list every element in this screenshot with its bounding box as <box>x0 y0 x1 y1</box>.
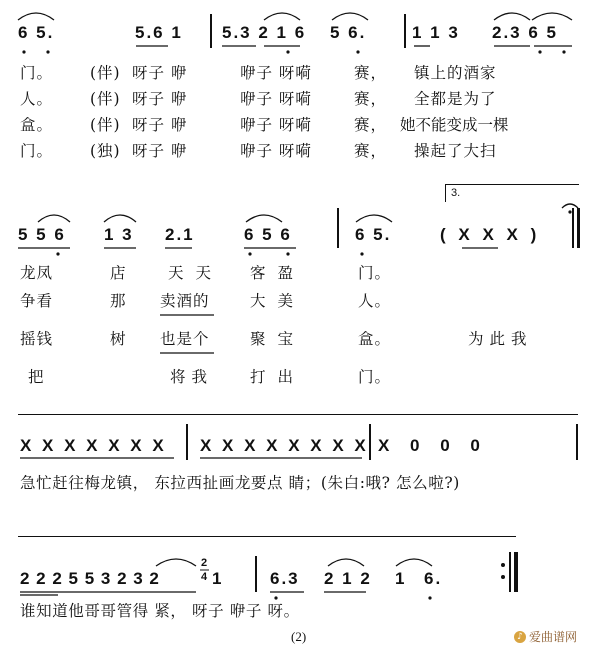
lyric-text: 盒。 <box>20 116 54 134</box>
fermata-dot <box>568 210 571 213</box>
octave-dot <box>56 252 59 255</box>
repeat-dot <box>501 575 505 579</box>
lyric-text: 树 <box>110 330 127 348</box>
slur-mark <box>246 215 282 222</box>
lyric-text: (伴) <box>90 64 121 82</box>
octave-dot <box>538 50 541 53</box>
lyric-text: 店 <box>110 264 127 282</box>
time-signature-denominator: 4 <box>201 571 208 583</box>
slur-mark <box>494 13 530 20</box>
octave-dot <box>562 50 565 53</box>
slur-mark <box>18 13 54 20</box>
lyric-text: 呀子 咿 <box>132 142 188 160</box>
note-group: 1 <box>395 569 407 588</box>
lyric-text: 呀子 咿 <box>132 116 188 134</box>
lyric-text: 赛， <box>354 64 388 82</box>
octave-dot <box>428 596 431 599</box>
lyric-text: 也是个 <box>160 330 210 348</box>
slur-mark <box>356 215 392 222</box>
octave-dot <box>286 252 289 255</box>
note-group: 6 5. <box>355 225 392 244</box>
lyric-text: 操起了大扫 <box>414 142 497 160</box>
page-number: (2) <box>291 629 307 644</box>
lyric-text: 争看 <box>20 292 54 310</box>
note-group: 6. <box>424 569 443 588</box>
lyric-text: 将我 <box>170 368 214 386</box>
watermark-text: 爱曲谱网 <box>529 630 578 644</box>
slur-mark <box>104 215 136 222</box>
note-group: 6 5 6 <box>244 225 292 244</box>
note-group: 1 1 3 <box>412 23 460 42</box>
slur-mark <box>38 215 70 222</box>
lyric-line: 谁知道他哥哥管得 紧， 呀子 咿子 呀。 <box>20 602 300 620</box>
note-group: 5 5 6 <box>18 225 66 244</box>
slur-mark <box>532 13 572 20</box>
lyric-text: 赛， <box>354 142 388 160</box>
lyric-text: 门。 <box>20 64 54 82</box>
note-group: X X X X X X X <box>20 436 167 455</box>
lyric-text: 天天 <box>168 264 224 282</box>
note-group: 5 6. <box>330 23 367 42</box>
lyric-text: 赛， <box>354 90 388 108</box>
lyric-text: 人。 <box>20 90 54 108</box>
lyric-text: (独) <box>90 142 121 160</box>
lyric-text: 咿子 呀嗬 <box>240 90 312 108</box>
fermata-mark <box>562 204 578 208</box>
lyric-text: 卖酒的 <box>160 292 210 310</box>
octave-dot <box>22 50 25 53</box>
note-group: 6 5. <box>18 23 55 42</box>
volta-label: 3. <box>451 187 461 199</box>
lyric-text: 那 <box>110 292 127 310</box>
note-group: 2.3 6 5 <box>492 23 558 42</box>
lyric-text: 摇钱 <box>20 330 54 348</box>
note-group: 2 2 2 5 5 3 2 3 2 <box>20 569 160 588</box>
lyric-text: 她不能变成一棵 <box>400 116 509 134</box>
lyric-text: 咿子 呀嗬 <box>240 64 312 82</box>
repeat-dot <box>501 563 505 567</box>
lyric-text: 咿子 呀嗬 <box>240 116 312 134</box>
note-group: X X X X X X X X <box>200 436 369 455</box>
slur-mark <box>156 559 196 566</box>
lyric-text: 门。 <box>358 264 392 282</box>
lyric-text: 打出 <box>250 368 306 386</box>
lyric-text: 客盈 <box>250 264 306 282</box>
lyric-text: 呀子 咿 <box>132 64 188 82</box>
note-group: 2.1 <box>165 225 195 244</box>
note-group: 5.6 1 <box>135 23 183 42</box>
note-group: ( X X X ) <box>440 225 541 244</box>
octave-dot <box>360 252 363 255</box>
lyric-text: 咿子 呀嗬 <box>240 142 312 160</box>
note-group: X 0 0 0 <box>378 436 488 455</box>
note-group: 2 1 2 <box>324 569 372 588</box>
lyric-text: 门。 <box>20 142 54 160</box>
lyric-text: 镇上的酒家 <box>414 64 497 82</box>
lyric-text: 把 <box>28 368 45 386</box>
lyric-text: 全都是为了 <box>414 90 497 108</box>
lyric-text: 大美 <box>250 292 306 310</box>
site-watermark <box>514 628 577 645</box>
lyric-text: (伴) <box>90 90 121 108</box>
lyric-text: 赛， <box>354 116 388 134</box>
octave-dot <box>286 50 289 53</box>
slur-mark <box>332 13 368 20</box>
lyric-text: (伴) <box>90 116 121 134</box>
lyric-text: 为此我 <box>468 330 533 348</box>
octave-dot <box>248 252 251 255</box>
slur-mark <box>328 559 364 566</box>
note-group: 5.3 2 1 6 <box>222 23 307 42</box>
lyric-text: 人。 <box>358 292 392 310</box>
slur-mark <box>264 13 300 20</box>
lyric-text: 呀子 咿 <box>132 90 188 108</box>
octave-dot <box>46 50 49 53</box>
lyric-text: 门。 <box>358 368 392 386</box>
time-signature-numerator: 2 <box>201 557 208 569</box>
lyric-text: 龙凤 <box>20 264 54 282</box>
octave-dot <box>274 596 277 599</box>
note-group: 1 <box>212 569 224 588</box>
lyric-text: 聚宝 <box>250 330 306 348</box>
octave-dot <box>356 50 359 53</box>
music-note-icon: ♪ <box>514 631 526 643</box>
note-group: 1 3 <box>104 225 134 244</box>
lyric-text: 盒。 <box>358 330 392 348</box>
slur-mark <box>396 559 432 566</box>
lyric-line: 急忙赶往梅龙镇， 东拉西扯画龙要点 睛；(朱白:哦? 怎么啦?) <box>20 474 460 492</box>
note-group: 6.3 <box>270 569 300 588</box>
